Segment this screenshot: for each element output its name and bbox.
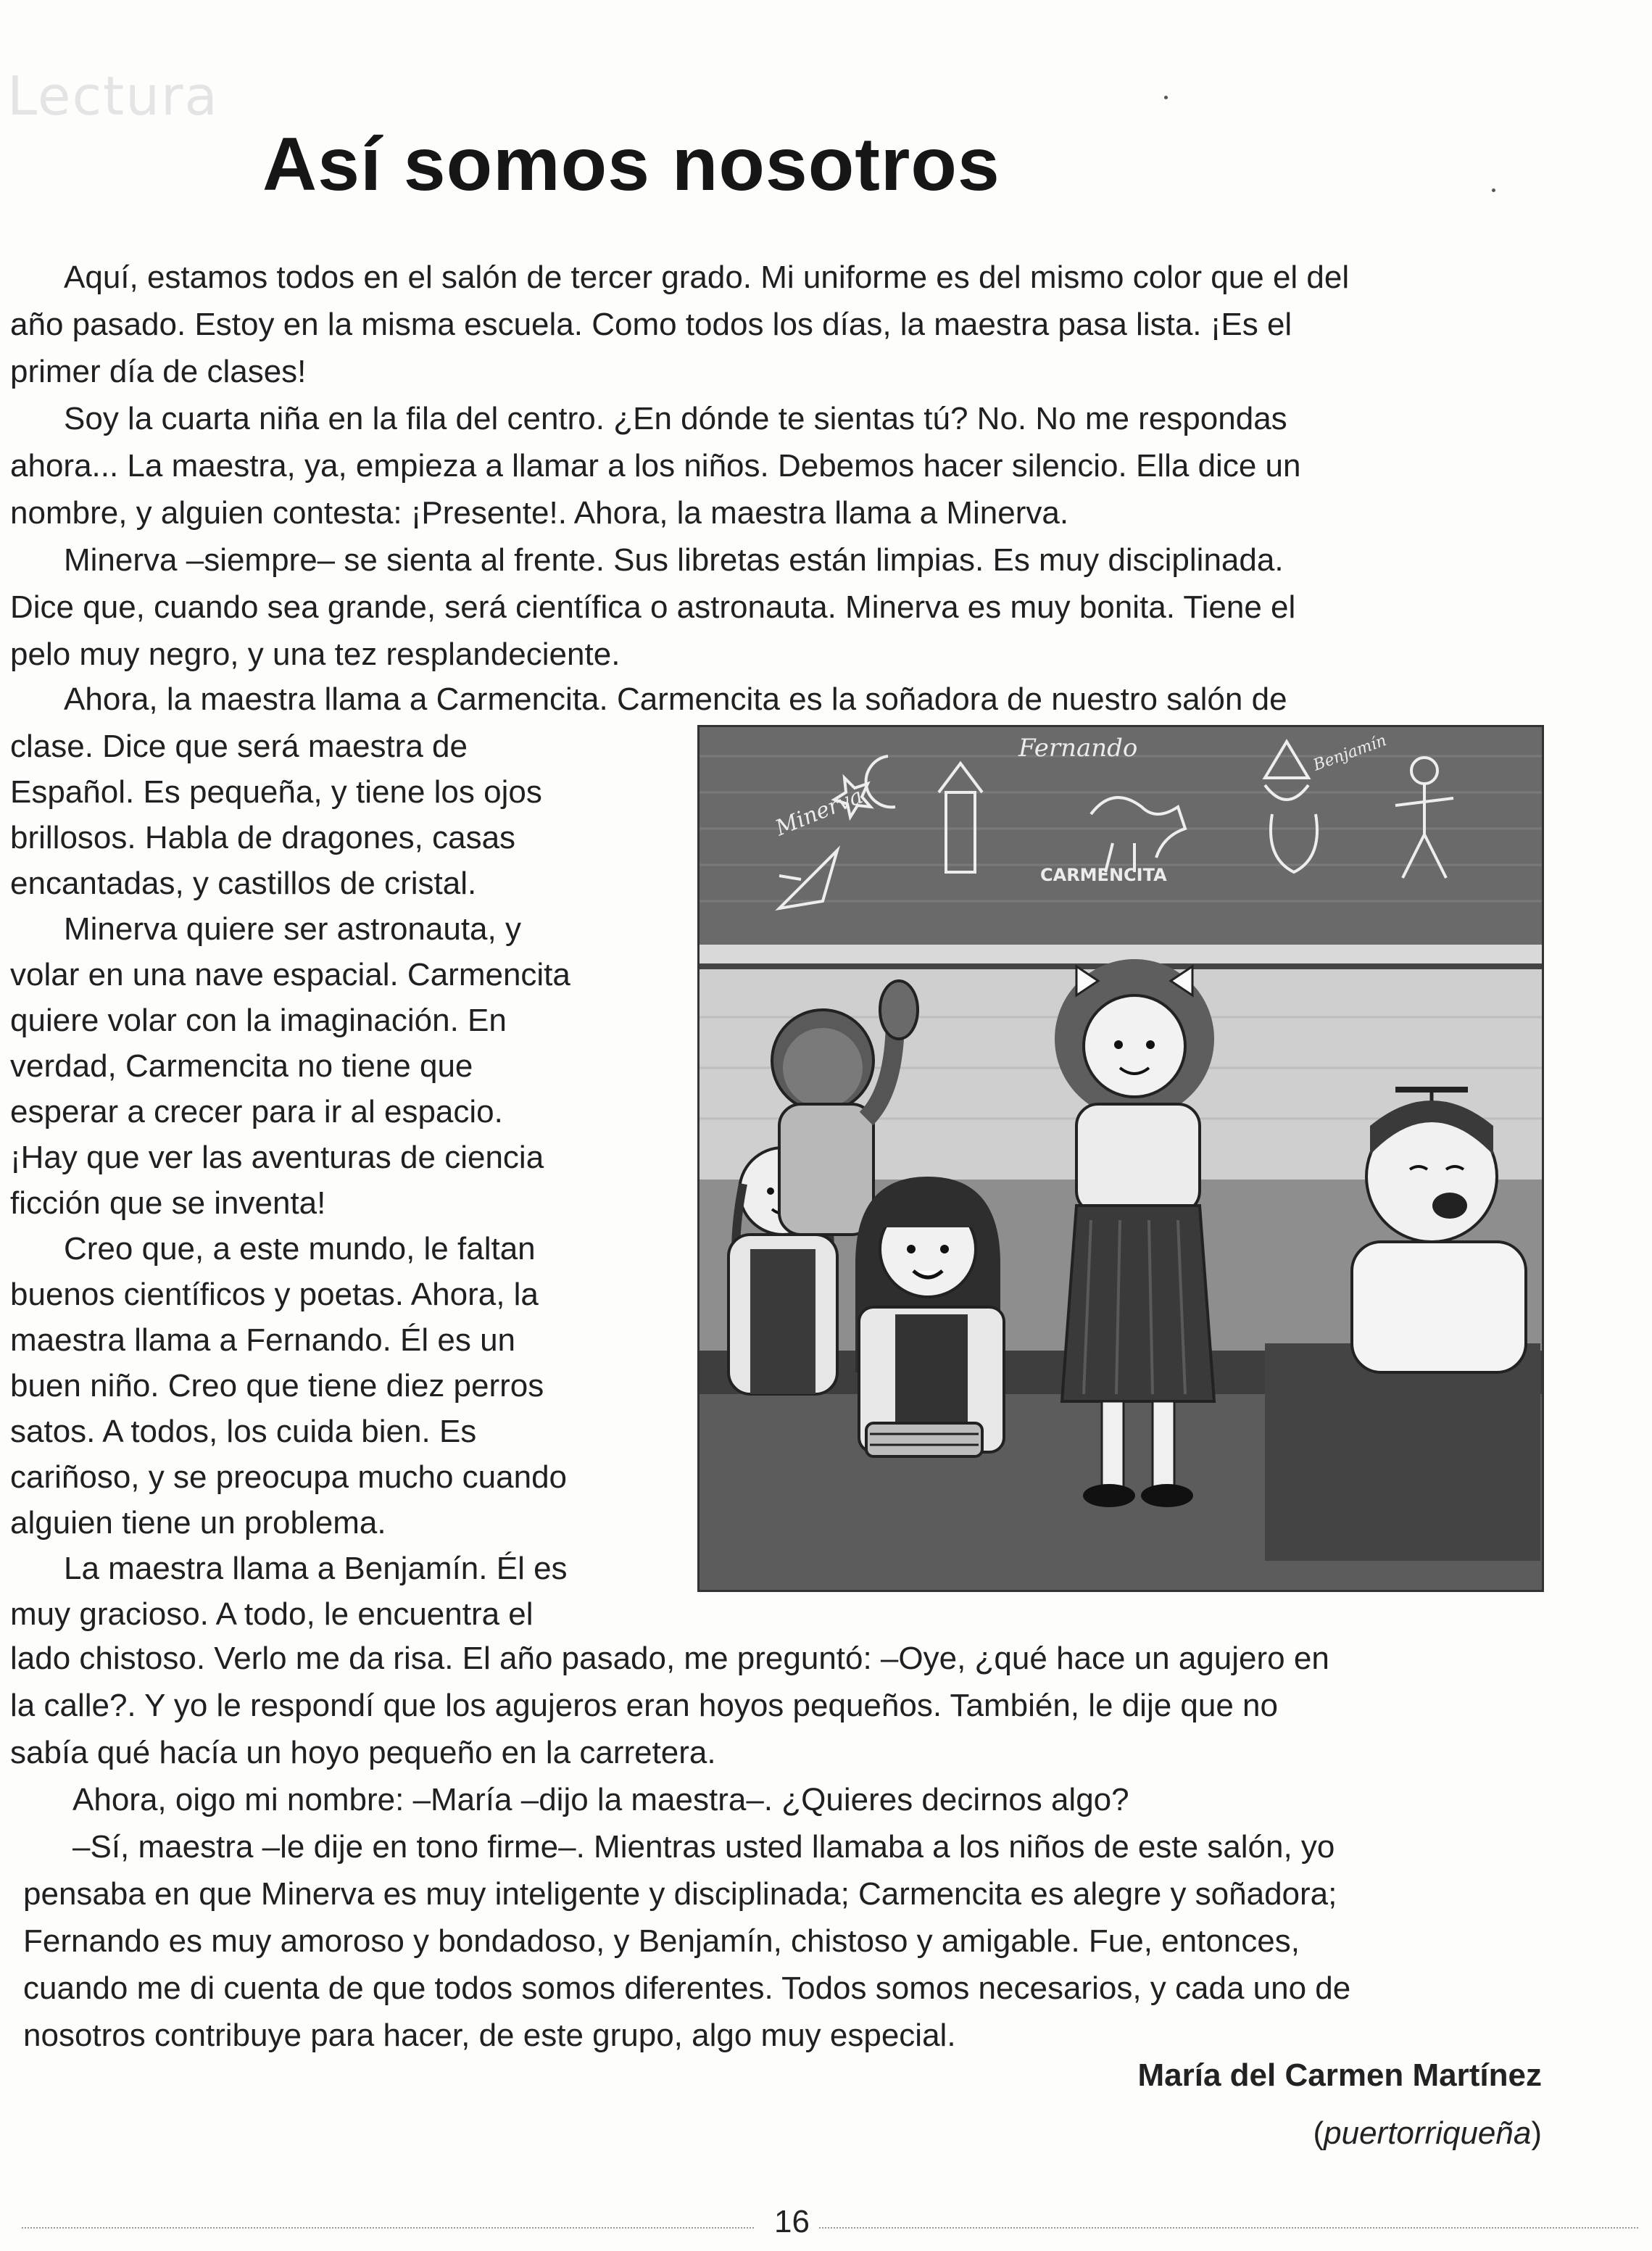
text-line: muy gracioso. A todo, le encuentra el <box>10 1596 534 1632</box>
text-line: la calle?. Y yo le respondí que los agujeros eran hoyos pequeños. También, le dije que no <box>10 1688 1278 1723</box>
text-line: Español. Es pequeña, y tiene los ojos <box>10 774 542 810</box>
text-line: pelo muy negro, y una tez resplandeciente. <box>10 637 620 672</box>
text-line: buenos científicos y poetas. Ahora, la <box>10 1277 539 1312</box>
text-line: esperar a crecer para ir al espacio. <box>10 1094 503 1129</box>
text-line: quiere volar con la imaginación. En <box>10 1003 507 1038</box>
nationality-text: puertorriqueña <box>1324 2115 1532 2151</box>
text-line: Fernando es muy amoroso y bondadoso, y Benjamín, chistoso y amigable. Fue, entonces, <box>23 1923 1300 1959</box>
chalk-word: Benjamín <box>1311 731 1390 775</box>
text-line: –Sí, maestra –le dije en tono firme–. Mientras usted llamaba a los niños de este salón, yo <box>72 1829 1335 1865</box>
text-line: primer día de clases! <box>10 354 307 389</box>
scan-speck <box>1164 96 1168 99</box>
text-line: satos. A todos, los cuida bien. Es <box>10 1414 477 1449</box>
text-line: nombre, y alguien contesta: ¡Presente!. Ahora, la maestra llama a Minerva. <box>10 495 1069 531</box>
footer-rule-right <box>819 2227 1638 2229</box>
section-label: Lectura <box>7 65 219 128</box>
text-line: sabía qué hacía un hoyo pequeño en la carretera. <box>10 1735 716 1770</box>
chalk-word: CARMENCITA <box>1040 865 1167 885</box>
author-name: María del Carmen Martínez <box>1137 2057 1542 2093</box>
text-line: Aquí, estamos todos en el salón de tercer grado. Mi uniforme es del mismo color que el del <box>64 260 1350 295</box>
text-line: alguien tiene un problema. <box>10 1505 386 1541</box>
text-line: ¡Hay que ver las aventuras de ciencia <box>10 1140 544 1175</box>
classroom-illustration <box>697 725 1544 1592</box>
text-line: maestra llama a Fernando. Él es un <box>10 1322 516 1358</box>
text-line: clase. Dice que será maestra de <box>10 729 468 764</box>
text-line: ficción que se inventa! <box>10 1185 326 1221</box>
chalk-word: Fernando <box>1018 734 1138 763</box>
text-line: cariñoso, y se preocupa mucho cuando <box>10 1459 568 1495</box>
text-line: Dice que, cuando sea grande, será científica o astronauta. Minerva es muy bonita. Tiene el <box>10 589 1296 625</box>
classroom-drawing <box>700 727 1542 1590</box>
reading-title: Así somos nosotros <box>262 123 1000 207</box>
author-nationality: (puertorriqueña) <box>1313 2115 1542 2151</box>
text-line: pensaba en que Minerva es muy inteligente y disciplinada; Carmencita es alegre y soñadora; <box>23 1876 1337 1912</box>
desk <box>1265 1343 1540 1561</box>
text-line: brillosos. Habla de dragones, casas <box>10 820 516 855</box>
text-line: Minerva quiere ser astronauta, y <box>64 911 521 947</box>
text-line: lado chistoso. Verlo me da risa. El año pasado, me preguntó: –Oye, ¿qué hace un agujero en <box>10 1641 1329 1676</box>
text-line: encantadas, y castillos de cristal. <box>10 866 477 901</box>
text-line: verdad, Carmencita no tiene que <box>10 1048 473 1084</box>
text-line: Soy la cuarta niña en la fila del centro. ¿En dónde te sientas tú? No. No me respondas <box>64 401 1287 436</box>
student-girl-with-books <box>855 1177 1004 1456</box>
text-line: año pasado. Estoy en la misma escuela. Como todos los días, la maestra pasa lista. ¡Es el <box>10 307 1292 342</box>
text-line: volar en una nave espacial. Carmencita <box>10 957 570 992</box>
books-stack <box>866 1423 982 1456</box>
text-line: cuando me di cuenta de que todos somos diferentes. Todos somos necesarios, y cada uno de <box>23 1970 1351 2006</box>
text-line: nosotros contribuye para hacer, de este grupo, algo muy especial. <box>23 2018 956 2053</box>
text-line: Minerva –siempre– se sienta al frente. Sus libretas están limpias. Es muy disciplinada. <box>64 542 1284 578</box>
text-line: Ahora, oigo mi nombre: –María –dijo la maestra–. ¿Quieres decirnos algo? <box>72 1782 1129 1817</box>
chalk-word: Minerva <box>771 783 867 842</box>
text-line: Creo que, a este mundo, le faltan <box>64 1231 536 1267</box>
footer-rule-left <box>22 2227 754 2229</box>
scan-speck <box>1492 188 1495 192</box>
text-line: buen niño. Creo que tiene diez perros <box>10 1368 544 1404</box>
text-line: La maestra llama a Benjamín. Él es <box>64 1551 568 1586</box>
text-line: Ahora, la maestra llama a Carmencita. Carmencita es la soñadora de nuestro salón de <box>64 681 1287 717</box>
text-line: ahora... La maestra, ya, empieza a llamar a los niños. Debemos hacer silencio. Ella dice un <box>10 448 1301 484</box>
page-number: 16 <box>774 2204 810 2239</box>
